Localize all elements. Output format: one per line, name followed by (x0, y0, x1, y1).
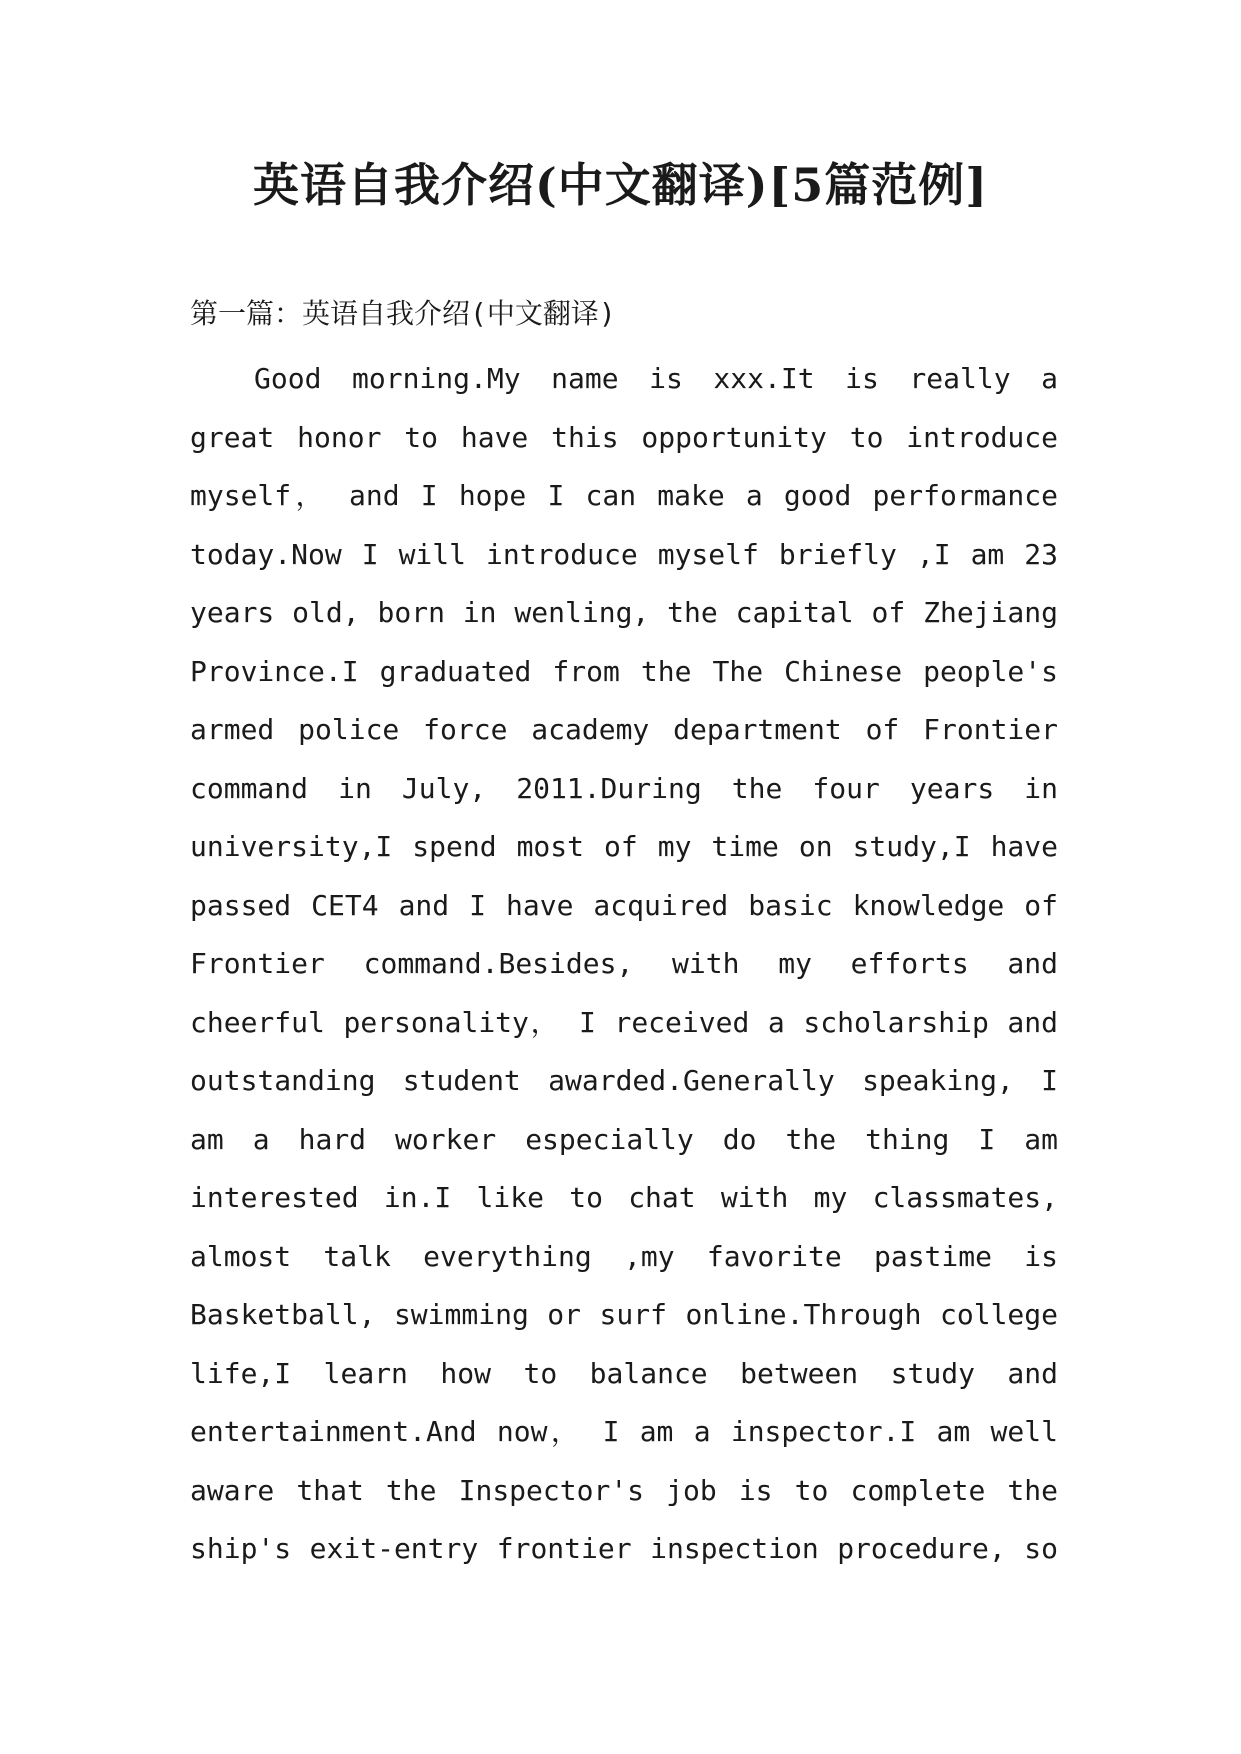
body-line: Province.I graduated from the The Chinese people's (190, 654, 1058, 688)
body-line: command in July, 2011.During the four years in (190, 771, 1058, 805)
body-line: university,I spend most of my time on study,I have (190, 830, 1058, 863)
body-line: ship's exit-entry frontier inspection procedure, so (190, 1532, 1058, 1565)
body-line: Basketball, swimming or surf online.Through college (190, 1298, 1058, 1331)
body-paragraph (190, 350, 1058, 1579)
body-line: passed CET4 and I have acquired basic knowledge of (190, 888, 1058, 922)
body-line: great honor to have this opportunity to introduce (190, 420, 1058, 454)
body-line: today.Now I will introduce myself briefly ,I am 23 (190, 537, 1058, 571)
body-line: life,I learn how to balance between study and (190, 1356, 1058, 1390)
body-line: entertainment.And now， I am a inspector.I am well (190, 1415, 1058, 1448)
body-line: aware that the Inspector's job is to complete the (190, 1473, 1058, 1507)
body-line: Good morning.My name is xxx.It is really a (254, 362, 1058, 395)
body-line: Frontier command.Besides, with my efforts and (190, 947, 1058, 980)
body-line: outstanding student awarded.Generally speaking, I (190, 1064, 1058, 1097)
section-heading: 第一篇：英语自我介绍(中文翻译) (190, 297, 616, 330)
body-line: interested in.I like to chat with my classmates, (190, 1181, 1058, 1214)
body-line: cheerful personality， I received a scholarship and (190, 1005, 1058, 1039)
body-line: years old, born in wenling, the capital of Zhejiang (190, 596, 1058, 629)
body-line: armed police force academy department of Frontier (190, 713, 1058, 746)
body-line: am a hard worker especially do the thing I am (190, 1122, 1058, 1156)
document-title: 英语自我介绍(中文翻译)[5篇范例] (252, 158, 989, 212)
body-line: almost talk everything ,my favorite pastime is (190, 1239, 1058, 1273)
body-line: myself， and I hope I can make a good performance (190, 479, 1058, 512)
